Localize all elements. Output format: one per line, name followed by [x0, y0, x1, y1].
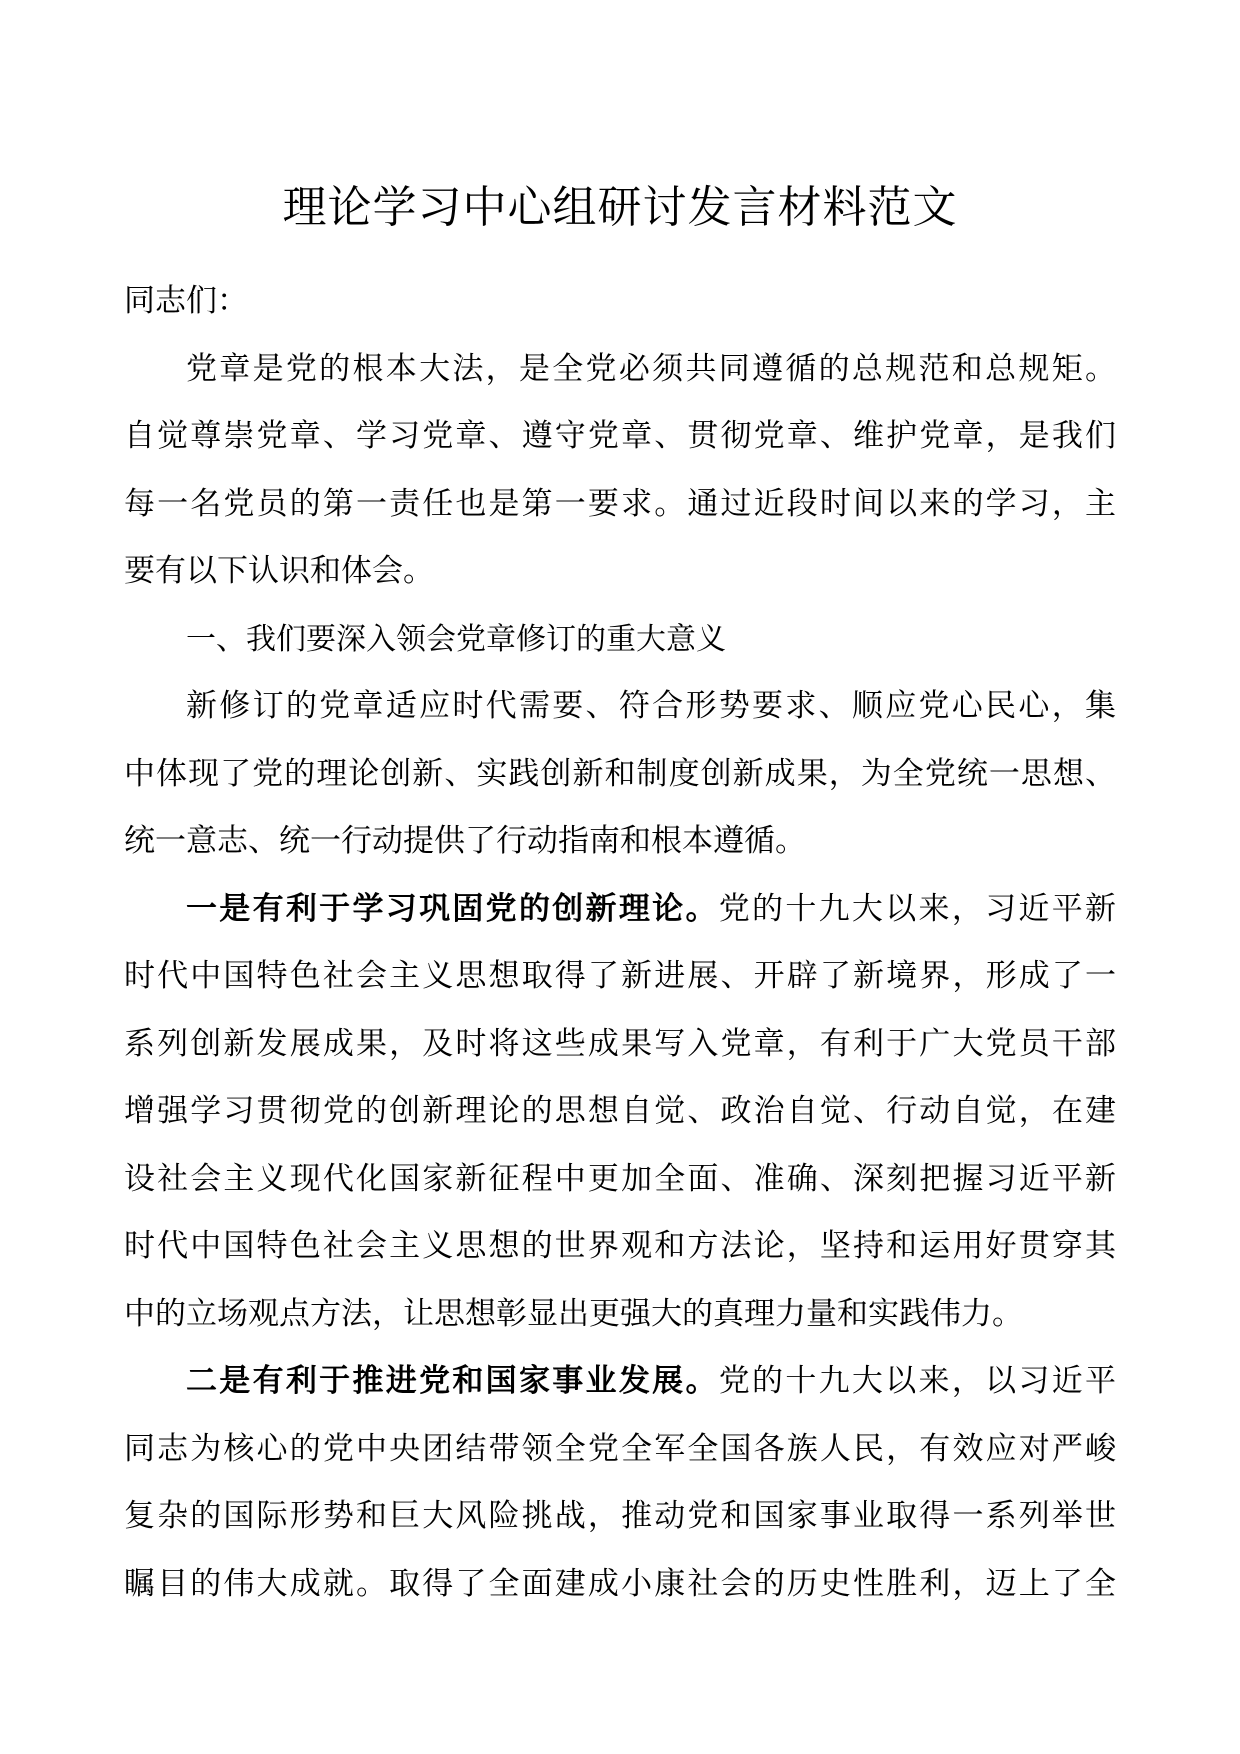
- intro-line: 自觉尊崇党章、学习党章、遵守党章、贯彻党章、维护党章，是我们: [124, 418, 1116, 454]
- section-heading: 一、我们要深入领会党章修订的重大意义: [186, 621, 726, 657]
- point-two-first-rest: 党的十九大以来，以习近平: [718, 1363, 1117, 1399]
- point-one-line: 增强学习贯彻党的创新理论的思想自觉、政治自觉、行动自觉，在建: [124, 1093, 1116, 1129]
- intro-line: 党章是党的根本大法，是全党必须共同遵循的总规范和总规矩。: [186, 350, 1116, 387]
- point-two-line: 瞩目的伟大成就。取得了全面建成小康社会的历史性胜利，迈上了全: [124, 1565, 1116, 1602]
- point-two-lead: 二是有利于推进党和国家事业发展。: [186, 1363, 719, 1399]
- point-one-first-rest: 党的十九大以来，习近平新: [718, 890, 1117, 927]
- point-one-line: 时代中国特色社会主义思想的世界观和方法论，坚持和运用好贯穿其: [124, 1228, 1116, 1264]
- point-two-line: 复杂的国际形势和巨大风险挑战，推动党和国家事业取得一系列举世: [124, 1498, 1116, 1534]
- point-two-line: 同志为核心的党中央团结带领全党全军全国各族人民，有效应对严峻: [124, 1430, 1116, 1467]
- section-para-line: 中体现了党的理论创新、实践创新和制度创新成果，为全党统一思想、: [124, 755, 1116, 792]
- point-one-line: 中的立场观点方法，让思想彰显出更强大的真理力量和实践伟力。: [124, 1295, 1023, 1332]
- point-one-line: 设社会主义现代化国家新征程中更加全面、准确、深刻把握习近平新: [124, 1160, 1116, 1197]
- intro-line: 每一名党员的第一责任也是第一要求。通过近段时间以来的学习，主: [124, 485, 1116, 522]
- section-para-line: 统一意志、统一行动提供了行动指南和根本遵循。: [124, 823, 806, 859]
- document-body: [124, 268, 1116, 1618]
- intro-line: 要有以下认识和体会。: [124, 553, 434, 589]
- point-one-lead: 一是有利于学习巩固党的创新理论。: [186, 890, 719, 927]
- point-one-line: 时代中国特色社会主义思想取得了新进展、开辟了新境界，形成了一: [124, 958, 1116, 994]
- point-one-first-line: [124, 876, 1116, 944]
- document-title: 理论学习中心组研讨发言材料范文: [282, 182, 958, 233]
- salutation: 同志们：: [124, 283, 248, 319]
- point-one-line: 系列创新发展成果，及时将这些成果写入党章，有利于广大党员干部: [124, 1025, 1116, 1062]
- section-para-line: 新修订的党章适应时代需要、符合形势要求、顺应党心民心，集: [186, 688, 1116, 724]
- point-two-first-line: [124, 1348, 1116, 1416]
